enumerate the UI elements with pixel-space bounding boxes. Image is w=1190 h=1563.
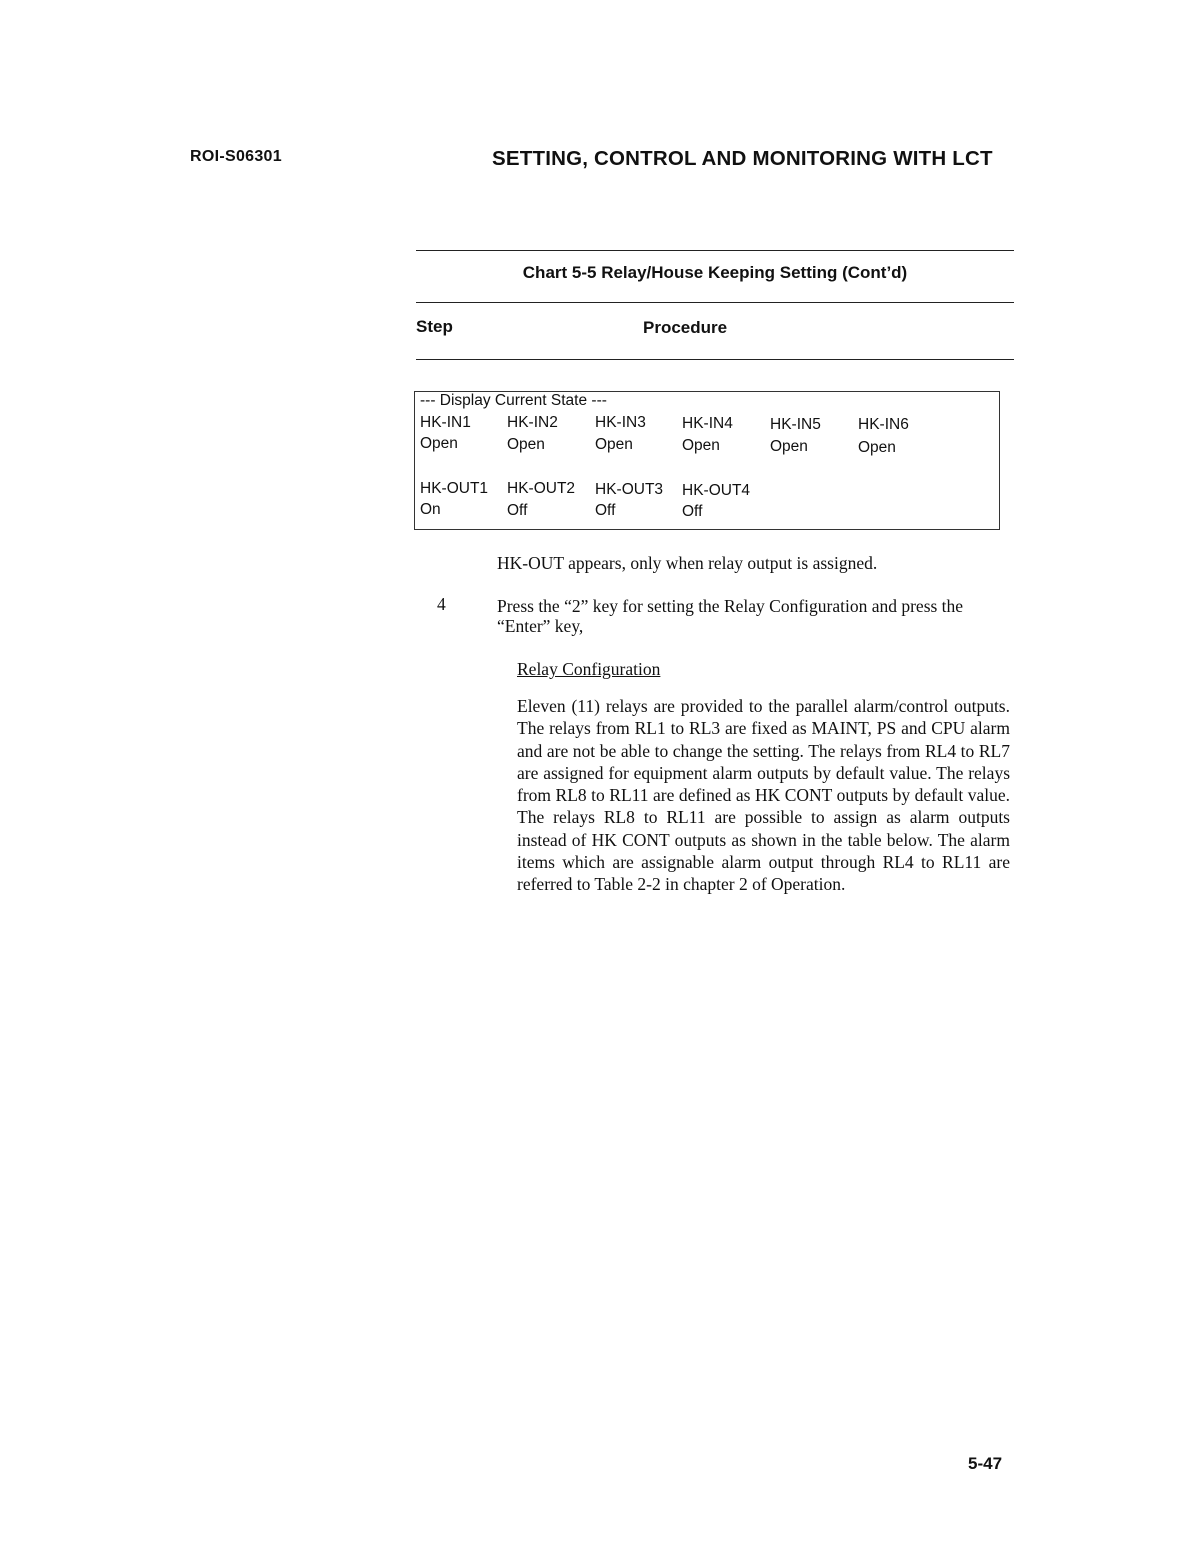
step-number: 4 (437, 594, 446, 614)
column-header-procedure: Procedure (643, 318, 728, 337)
hk-in-state: Open (595, 436, 633, 453)
relay-configuration-paragraph: Eleven (11) relays are provided to the parallel alarm/control outputs. The relays from RL1 to RL3 are fixed as MAINT, PS and CPU alarm and are not be able to change the setting. The relays from RL4 to RL7 are assigned for equipment alarm outputs by default value. The relays from RL8 to RL11 are defined as HK CONT outputs by default value. The relays RL8 to RL11 are possible to assign as alarm outputs instead of HK CONT outputs as shown in the table below. The alarm items which are assignable alarm output through RL4 to RL11 are referred to Table 2-2 in chapter 2 of Operation. (517, 696, 1010, 895)
hk-in-state: Open (507, 436, 545, 453)
hk-out-label: HK-OUT2 (507, 480, 576, 497)
display-current-state-box (414, 391, 1000, 530)
document-id: ROI-S06301 (190, 148, 282, 165)
hk-in-label: HK-IN6 (858, 416, 909, 433)
hk-out-state: Off (595, 502, 616, 519)
hk-in-label: HK-IN4 (682, 415, 733, 432)
rule-bottom (416, 359, 1014, 360)
hk-in-state: Open (682, 437, 720, 454)
relay-configuration-heading: Relay Configuration (517, 659, 661, 679)
hk-out-state: Off (682, 503, 703, 520)
hk-in-state: Open (420, 435, 458, 452)
hk-out-label: HK-OUT4 (682, 482, 751, 499)
chart-title: Chart 5-5 Relay/House Keeping Setting (Cont’d) (522, 263, 908, 282)
hk-out-label: HK-OUT1 (420, 480, 489, 497)
hk-in-state: Open (858, 439, 896, 456)
hk-in-label: HK-IN1 (420, 414, 471, 431)
hk-in-label: HK-IN2 (507, 414, 558, 431)
page-number: 5-47 (968, 1454, 1003, 1473)
hk-out-state: On (420, 501, 441, 518)
step-instruction: Press the “2” key for setting the Relay Configuration and press the “Enter” key, (497, 596, 964, 636)
hk-in-state: Open (770, 438, 808, 455)
hk-in-label: HK-IN3 (595, 414, 646, 431)
hk-out-note: HK-OUT appears, only when relay output is assigned. (497, 553, 878, 573)
column-header-step: Step (416, 317, 453, 336)
section-title: SETTING, CONTROL AND MONITORING WITH LCT (492, 147, 993, 170)
rule-top (416, 250, 1014, 251)
hk-out-state: Off (507, 502, 528, 519)
rule-mid (416, 302, 1014, 303)
hk-in-label: HK-IN5 (770, 416, 821, 433)
hk-out-label: HK-OUT3 (595, 481, 664, 498)
display-heading: --- Display Current State --- (420, 392, 607, 409)
